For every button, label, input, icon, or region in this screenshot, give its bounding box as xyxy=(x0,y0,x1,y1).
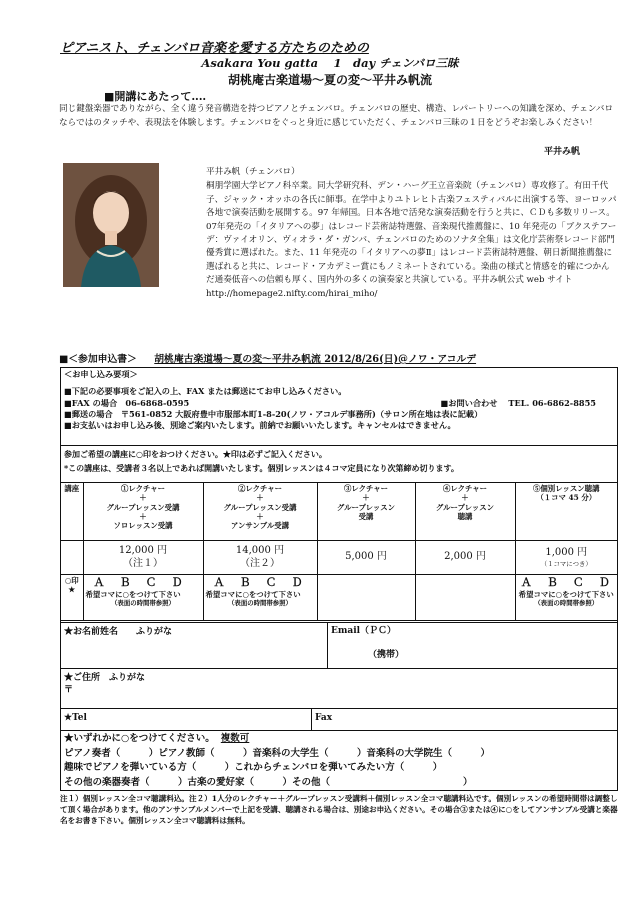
table-row xyxy=(61,541,617,575)
course-1-slot-select[interactable]: Ａ Ｂ Ｃ Ｄ 希望コマに○をつけて下さい （表面の時間帯参照） xyxy=(83,575,203,621)
application-heading xyxy=(59,353,476,366)
postal-mark: 〒 xyxy=(64,685,74,696)
footnotes: 注１）個別レッスン全コマ聴講料込。注２）1人分のレクチャー＋グループレッスン受講料＋個別レッスン全コマ聴講料込です。個別レッスンの希望時間帯は調整して頂く場合があります。他のアンサンブルメンバーで上記を受講、聴講される場合は、別途お申込ください。その場合③または④に○をしてアンサンブル受講と楽器名をお書き下さい。個別レッスン全コマ聴講料は無料。 xyxy=(60,794,618,826)
requirements-title: ＜お申し込み要項＞ xyxy=(64,369,138,379)
requirements-box xyxy=(61,368,617,446)
course-4-desc: ④レクチャー ＋ グループレッスン 聴講 xyxy=(415,483,515,541)
portrait-illustration xyxy=(63,163,159,287)
fax-label: Fax xyxy=(315,713,333,723)
name-field[interactable] xyxy=(61,622,617,668)
instruction-line: *この講座は、受講者３名以上であれば開講いたします。個別レッスンは４コマ定員になり次第締め切ります。 xyxy=(64,463,459,473)
course-3-select[interactable] xyxy=(317,575,415,621)
course-4-price: 2,000 円 xyxy=(415,541,515,575)
email-label: Email（ＰＣ） xyxy=(331,626,397,636)
course-3-price: 5,000 円 xyxy=(317,541,415,575)
course-2-desc: ②レクチャー ＋ グループレッスン受講 ＋ アンサンブル受講 xyxy=(203,483,317,541)
page-title-line2: Asakara You gatta 1 day チェンバロ三昧 xyxy=(201,56,459,70)
contact-phone: ■お問い合わせ TEL. 06-6862-8855 xyxy=(440,397,596,408)
options-multi-note: 複数可 xyxy=(220,733,250,744)
application-heading-event: 胡桃庵古楽道場〜夏の変〜平井み帆流 2012/8/26(日)@ノワ・アコルデ xyxy=(154,354,477,365)
course-1-price: 12,000 円 （注１） xyxy=(83,541,203,575)
course-instructions xyxy=(61,446,617,476)
name-label: ★お名前姓名 ふりがな xyxy=(64,627,173,637)
email-mobile-label: （携帯） xyxy=(368,650,405,660)
performer-bio xyxy=(206,166,618,301)
tel-label: ★Tel xyxy=(64,713,87,723)
intro-body: 同じ鍵盤楽器でありながら、全く違う発音構造を持つピアノとチェンバロ。チェンバロの歴史、構造、レパートリーへの知識を深め、チェンバロならではのタッチや、表現法を体験します。チェンバロをぐっと身近に感じていただく、チェンバロ三昧の１日をどうぞお楽しみください！ xyxy=(59,104,614,128)
application-heading-prefix: ■＜参加申込書＞ xyxy=(59,354,137,365)
course-label: 講座 xyxy=(61,483,83,541)
performer-bio-body: 桐朋学園大学ピアノ科卒業。同大学研究科、デン・ハーグ王立音楽院（チェンバロ）専攻修了。有田千代子、ジャック・オッホの各氏に師事。在学中よりユトレヒト古楽フェスティバルに出演する等、ヨーロッパ各地で演奏活動を展開する。97 年帰国。日本各地で活発な演奏活動を行うと共に、ＣＤも多数リリース。07年発売の「イタリアへの夢」はレコード芸術誌特選盤、音楽現代推薦盤に、10 年発売の「ブクステフーデ：ヴァイオリン、ヴィオラ・ダ・ガンバ、チェンバロのためのソナタ全集」は文化庁芸術祭レコード部門優秀賞に選ばれた。また、11 年発売の「イタリアへの夢Ⅱ」はレコード芸術誌特選盤、朝日新聞推薦盤に選ばれると共に、レコード・アカデミー賞にもノミネートされている。楽曲の様式と情感を的確につかんだ通奏低音への信頼も厚く、国内外の多くの演奏家と共演している。平井み帆公式 web サイト http://homepage2.nifty.com/hirai_miho/ xyxy=(206,181,617,299)
requirements-line: ■下記の必要事項をご記入の上、FAX または郵送にてお申し込みください。 xyxy=(64,386,347,397)
instruction-line: 参加ご希望の講座に○印をおつけください。★印は必ずご記入ください。 xyxy=(64,449,327,459)
course-4-select[interactable] xyxy=(415,575,515,621)
page-title-line3: 胡桃庵古楽道場〜夏の変〜平井み帆流 xyxy=(227,73,432,87)
intro-signature: 平井み帆 xyxy=(543,147,580,157)
performer-photo xyxy=(63,163,159,287)
page-title-line1: ピアニスト、チェンバロ音楽を愛する方たちのための xyxy=(60,41,369,56)
course-table xyxy=(61,482,617,621)
intro-heading: ■開講にあたって‥‥ xyxy=(104,90,207,103)
course-5-price: 1,000 円 （１コマにつき） xyxy=(515,541,617,575)
attendee-type-options[interactable] xyxy=(61,730,617,790)
requirements-line: ■郵送の場合 〒561-0852 大阪府豊中市服部本町1-8-20(ノワ・アコルデ事務所)（サロン所在地は表に記載） xyxy=(64,408,483,419)
course-3-desc: ③レクチャー ＋ グループレッスン 受講 xyxy=(317,483,415,541)
course-2-price: 14,000 円 （注２） xyxy=(203,541,317,575)
course-5-desc: ⑤個別レッスン聴講 （１コマ 45 分） xyxy=(515,483,617,541)
requirements-line: ■FAX の場合 06-6868-0595 xyxy=(64,397,190,408)
email-field[interactable] xyxy=(327,623,617,669)
options-line[interactable]: 趣味でピアノを弾いている方（ ）これからチェンバロを弾いてみたい方（ ） xyxy=(64,762,443,774)
performer-name: 平井み帆（チェンバロ） xyxy=(206,167,300,177)
course-5-slot-select[interactable]: Ａ Ｂ Ｃ Ｄ 希望コマに○をつけて下さい （表面の時間帯参照） xyxy=(515,575,617,621)
table-row xyxy=(61,575,617,621)
application-form xyxy=(60,367,618,791)
address-label: ★ご住所 ふりがな xyxy=(64,673,146,683)
table-row xyxy=(61,483,617,541)
options-line[interactable]: ピアノ奏者（ ）ピアノ教師（ ）音楽科の大学生（ ）音楽科の大学院生（ ） xyxy=(64,747,490,759)
tel-field[interactable] xyxy=(61,708,617,730)
course-1-desc: ①レクチャー ＋ グループレッスン受講 ＋ ソロレッスン受講 xyxy=(83,483,203,541)
options-question: ★いずれかに○をつけてください。 xyxy=(64,733,215,744)
fax-field[interactable] xyxy=(311,709,617,731)
course-2-slot-select[interactable]: Ａ Ｂ Ｃ Ｄ 希望コマに○をつけて下さい （表面の時間帯参照） xyxy=(203,575,317,621)
requirements-line: ■お支払いはお申し込み後、別途ご案内いたします。前納でお願いいたします。キャンセルはできません。 xyxy=(64,420,456,431)
options-line[interactable]: その他の楽器奏者（ ）古楽の愛好家（ ）その他（ ） xyxy=(64,777,473,789)
mark-label: ○印 ★ xyxy=(61,575,83,621)
address-field[interactable] xyxy=(61,668,617,708)
